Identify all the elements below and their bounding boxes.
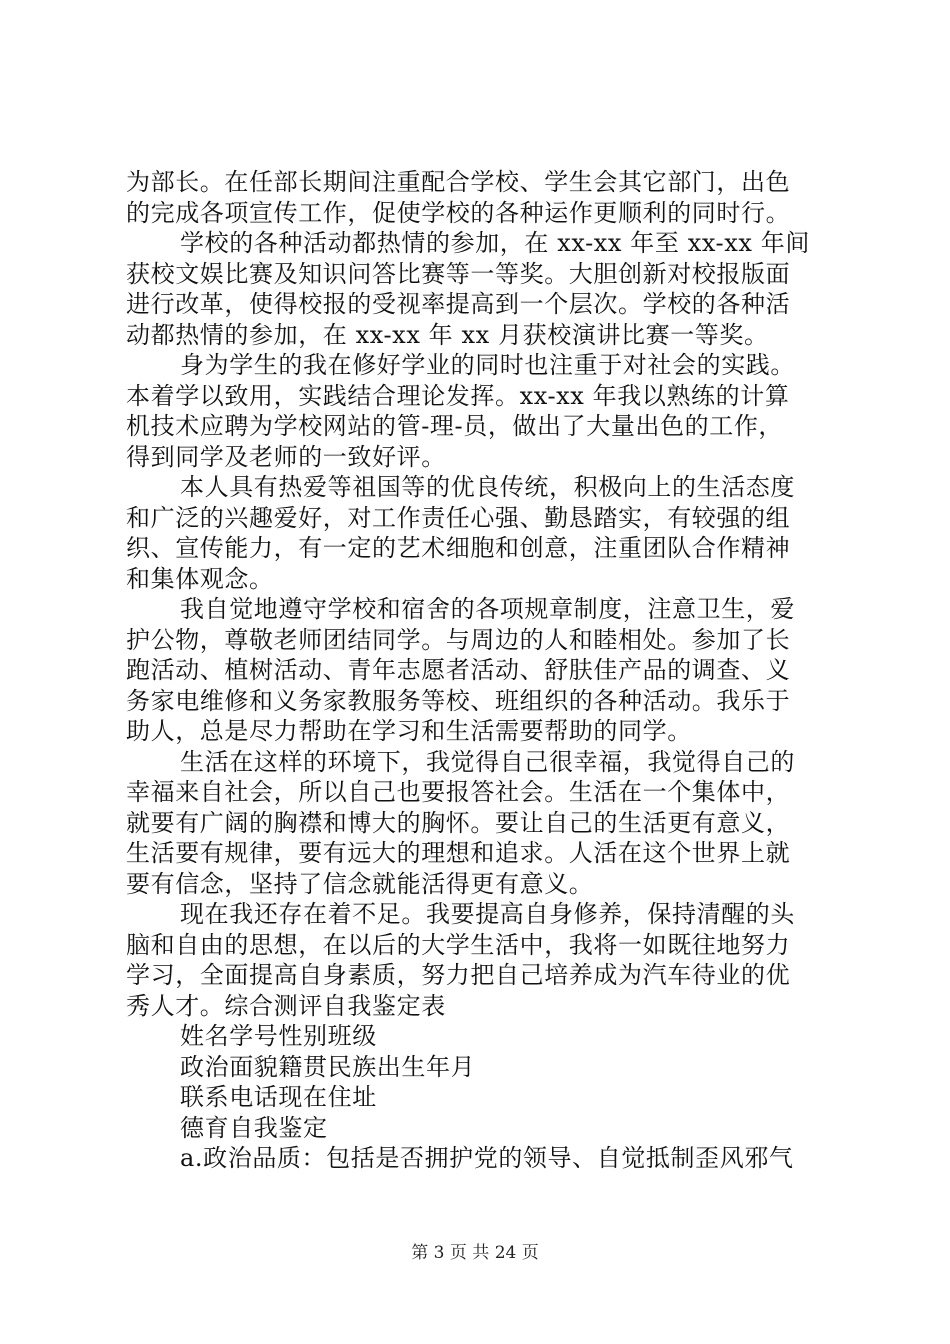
text-line: 动都热情的参加，在 xx-xx 年 xx 月获校演讲比赛一等奖。 [126, 320, 769, 349]
text-line: 幸福来自社会，所以自己也要报答社会。生活在一个集体中， [126, 778, 791, 806]
text-line: a.政治品质：包括是否拥护党的领导、自觉抵制歪风邪气 [180, 1144, 794, 1172]
text-line: 本人具有热爱等祖国等的优良传统，积极向上的生活态度 [180, 473, 795, 501]
document-body [126, 167, 841, 1174]
text-line: 务家电维修和义务家教服务等校、班组织的各种活动。我乐于 [126, 686, 791, 715]
text-line: 本着学以致用，实践结合理论发挥。xx-xx 年我以熟练的计算 [126, 381, 790, 410]
text-line: 护公物，尊敬老师团结同学。与周边的人和睦相处。参加了长 [126, 625, 791, 654]
text-line: 身为学生的我在修好学业的同时也注重于对社会的实践。 [180, 351, 795, 379]
text-line: 现在我还存在着不足。我要提高自身修养，保持清醒的头 [180, 900, 795, 928]
page-footer: 第 3 页 共 24 页 [411, 1243, 539, 1263]
text-line: 织、宣传能力，有一定的艺术细胞和创意，注重团队合作精神 [126, 534, 791, 562]
text-line: 就要有广阔的胸襟和博大的胸怀。要让自己的生活更有意义， [126, 808, 791, 837]
text-line: 生活在这样的环境下，我觉得自己很幸福，我觉得自己的 [180, 747, 795, 776]
text-line: 政治面貌籍贯民族出生年月 [180, 1052, 476, 1081]
text-line: 助人，总是尽力帮助在学习和生活需要帮助的同学。 [126, 717, 692, 745]
text-line: 跑活动、植树活动、青年志愿者活动、舒肤佳产品的调查、义 [126, 656, 791, 684]
text-line: 和广泛的兴趣爱好，对工作责任心强、勤恳踏实，有较强的组 [126, 503, 791, 532]
text-line: 要有信念，坚持了信念就能活得更有意义。 [126, 869, 594, 898]
text-line: 获校文娱比赛及知识问答比赛等一等奖。大胆创新对校报版面 [126, 259, 791, 288]
text-line: 为部长。在任部长期间注重配合学校、学生会其它部门，出色 [126, 168, 791, 196]
text-line: 秀人才。综合测评自我鉴定表 [126, 991, 446, 1020]
text-line: 生活要有规律，要有远大的理想和追求。人活在这个世界上就 [126, 839, 791, 867]
text-line: 学校的各种活动都热情的参加，在 xx-xx 年至 xx-xx 年间 [180, 229, 810, 257]
text-line: 德育自我鉴定 [180, 1113, 328, 1142]
text-line: 姓名学号性别班级 [180, 1022, 377, 1050]
text-line: 联系电话现在住址 [180, 1083, 377, 1111]
text-line: 的完成各项宣传工作，促使学校的各种运作更顺利的同时行。 [126, 198, 791, 227]
text-line: 学习，全面提高自身素质，努力把自己培养成为汽车待业的优 [126, 961, 791, 989]
text-line: 得到同学及老师的一致好评。 [126, 442, 446, 471]
text-line: 和集体观念。 [126, 564, 274, 593]
text-line: 机技术应聘为学校网站的管-理-员，做出了大量出色的工作， [126, 412, 784, 440]
text-line: 进行改革，使得校报的受视率提高到一个层次。学校的各种活 [126, 290, 791, 318]
text-line: 我自觉地遵守学校和宿舍的各项规章制度，注意卫生，爱 [180, 595, 795, 623]
text-line: 脑和自由的思想，在以后的大学生活中，我将一如既往地努力 [126, 930, 791, 959]
